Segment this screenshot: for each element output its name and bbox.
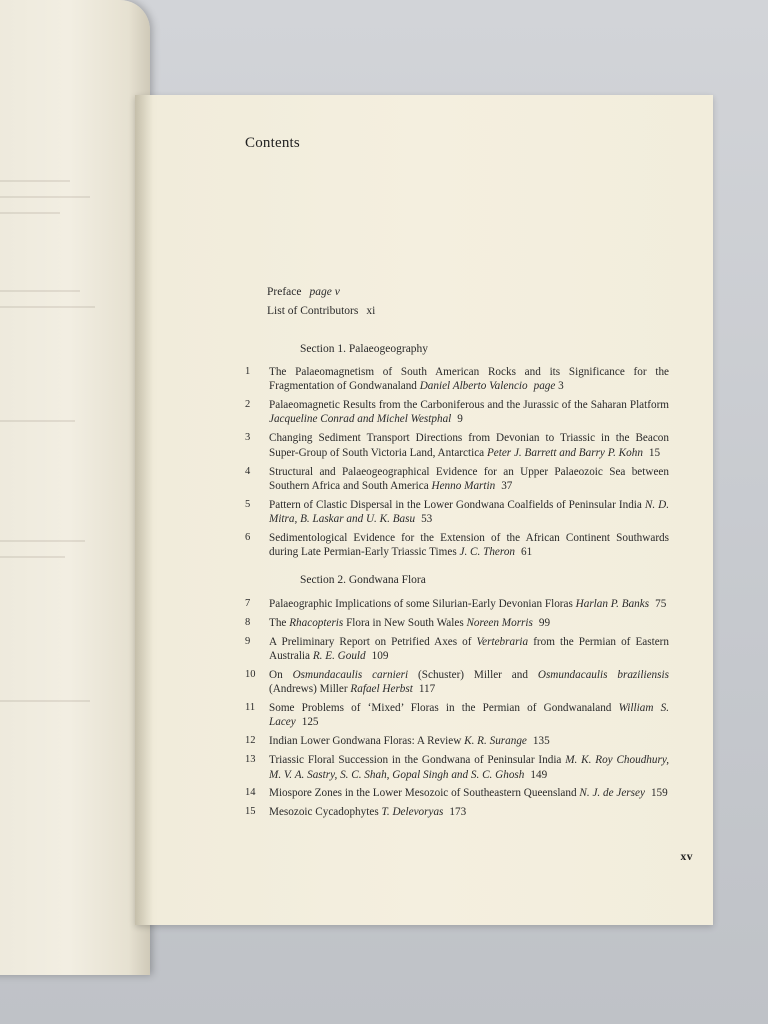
contents-entry[interactable] xyxy=(245,668,669,697)
entry-number: 10 xyxy=(245,668,256,680)
entry-page: 159 xyxy=(650,787,668,800)
entry-author: Rafael Herbst xyxy=(350,683,413,696)
entry-title: Palaeomagnetic Results from the Carboniferous and the Jurassic of the Saharan Platform xyxy=(269,399,669,412)
entry-number: 9 xyxy=(245,635,251,647)
entry-number: 7 xyxy=(245,598,251,609)
entry-page: 15 xyxy=(648,446,661,459)
entry-title: Palaeographic Implications of some Silurian-Early Devonian Floras xyxy=(269,598,573,610)
entry-author: Peter J. Barrett and Barry P. Kohn xyxy=(486,446,643,459)
entry-title: Structural and Palaeogeographical Evidence for an Upper Palaeozoic Sea between Southern Africa and South America xyxy=(269,465,669,492)
contents-entry[interactable] xyxy=(245,734,669,748)
entry-page: 99 xyxy=(538,616,551,629)
front-matter-item-preface[interactable] xyxy=(267,283,375,302)
front-matter-page: xi xyxy=(366,305,376,317)
entry-title: The Palaeomagnetism of South American Rocks and its Significance for the Fragmentation of Gondwanaland xyxy=(269,366,669,393)
entry-page: page 3 xyxy=(533,380,564,393)
entry-title: Sedimentological Evidence for the Extension of the African Continent Southwards during Late Permian-Early Triassic Times xyxy=(269,531,669,559)
contents-entry[interactable] xyxy=(245,465,669,494)
entry-title: Miospore Zones in the Lower Mesozoic of Southeastern Queensland xyxy=(269,787,577,800)
contents-entry[interactable] xyxy=(245,635,669,664)
section-1-entries xyxy=(245,365,669,564)
entry-page: 135 xyxy=(532,735,550,748)
entry-page: 117 xyxy=(418,683,436,696)
entry-title: Mesozoic Cycadophytes xyxy=(269,806,379,819)
entry-page: 75 xyxy=(655,598,667,610)
contents-entry[interactable] xyxy=(245,531,669,560)
entry-author: T. Delevoryas xyxy=(381,806,444,819)
contents-entry[interactable] xyxy=(245,398,669,427)
entry-page: 53 xyxy=(421,513,433,526)
entry-number: 14 xyxy=(245,787,256,799)
entry-author: N. J. de Jersey xyxy=(579,787,645,800)
entry-number: 8 xyxy=(245,616,251,628)
entry-title: Changing Sediment Transport Directions from Devonian to Triassic in the Beacon Super-Group of South Victoria Land, Antarctica xyxy=(269,432,669,459)
entry-page: 149 xyxy=(530,768,548,781)
entry-author: Harlan P. Banks xyxy=(575,598,650,610)
entry-author: Jacqueline Conrad and Michel Westphal xyxy=(269,413,452,426)
entry-title: Some Problems of ‘Mixed’ Floras in the Permian of Gondwanaland xyxy=(269,702,612,715)
page-title: Contents xyxy=(245,135,300,151)
entry-author: William S. Lacey xyxy=(269,702,669,729)
entry-title: The Rhacopteris Flora in New South Wales xyxy=(269,616,464,629)
entry-author: Henno Martin xyxy=(431,479,496,492)
entry-number: 2 xyxy=(245,399,251,411)
contents-entry[interactable] xyxy=(245,701,669,730)
section-heading-1: Section 1. Palaeogeography xyxy=(300,343,429,355)
contents-entry[interactable] xyxy=(245,805,669,819)
contents-entry[interactable] xyxy=(245,597,669,611)
facing-page xyxy=(0,0,150,975)
entry-page: 109 xyxy=(371,650,389,663)
entry-number: 11 xyxy=(245,702,256,714)
entry-page: 37 xyxy=(501,479,513,492)
contents-entry[interactable] xyxy=(245,786,669,800)
entry-page: 9 xyxy=(457,413,463,426)
section-2-entries xyxy=(245,597,669,824)
contents-entry[interactable] xyxy=(245,365,669,394)
section-heading-2: Section 2. Gondwana Flora xyxy=(300,574,426,586)
entry-title: Triassic Floral Succession in the Gondwana of Peninsular India xyxy=(269,754,562,767)
entry-number: 4 xyxy=(245,465,251,477)
page-gutter-shadow xyxy=(135,95,153,925)
front-matter-list xyxy=(267,283,375,321)
entry-title: On Osmundacaulis carnieri (Schuster) Miller and Osmundacaulis braziliensis (Andrews) Miller xyxy=(269,668,669,696)
entry-number: 1 xyxy=(245,366,251,377)
page-number: xv xyxy=(680,851,693,863)
entry-page: 173 xyxy=(449,806,467,819)
entry-title: Pattern of Clastic Dispersal in the Lower Gondwana Coalfields of Peninsular India xyxy=(269,498,642,511)
entry-number: 3 xyxy=(245,432,251,444)
entry-author: Noreen Morris xyxy=(466,616,533,629)
entry-number: 12 xyxy=(245,735,256,747)
entry-author: Daniel Alberto Valencio xyxy=(419,380,528,393)
front-matter-page: page v xyxy=(309,286,340,298)
front-matter-item-contributors[interactable] xyxy=(267,302,375,321)
entry-title: Indian Lower Gondwana Floras: A Review xyxy=(269,735,462,748)
front-matter-title: Preface xyxy=(267,286,302,298)
entry-number: 6 xyxy=(245,531,251,543)
entry-author: K. R. Surange xyxy=(464,735,527,748)
front-matter-title: List of Contributors xyxy=(267,305,359,317)
contents-entry[interactable] xyxy=(245,616,669,630)
entry-number: 13 xyxy=(245,754,256,766)
entry-page: 61 xyxy=(521,546,533,559)
entry-author: N. D. Mitra, B. Laskar and U. K. Basu xyxy=(269,498,669,526)
entry-author: J. C. Theron xyxy=(459,546,516,559)
entry-author: R. E. Gould xyxy=(312,650,366,663)
entry-number: 5 xyxy=(245,498,251,510)
entry-author: M. K. Roy Choudhury, M. V. A. Sastry, S. C. Shah, Gopal Singh and S. C. Ghosh xyxy=(269,754,669,781)
contents-entry[interactable] xyxy=(245,498,669,527)
entry-number: 15 xyxy=(245,806,256,818)
contents-page xyxy=(135,95,713,925)
contents-entry[interactable] xyxy=(245,753,669,782)
entry-title: A Preliminary Report on Petrified Axes of Vertebraria from the Permian of Eastern Australia xyxy=(269,635,669,663)
entry-page: 125 xyxy=(301,716,319,729)
contents-entry[interactable] xyxy=(245,431,669,460)
